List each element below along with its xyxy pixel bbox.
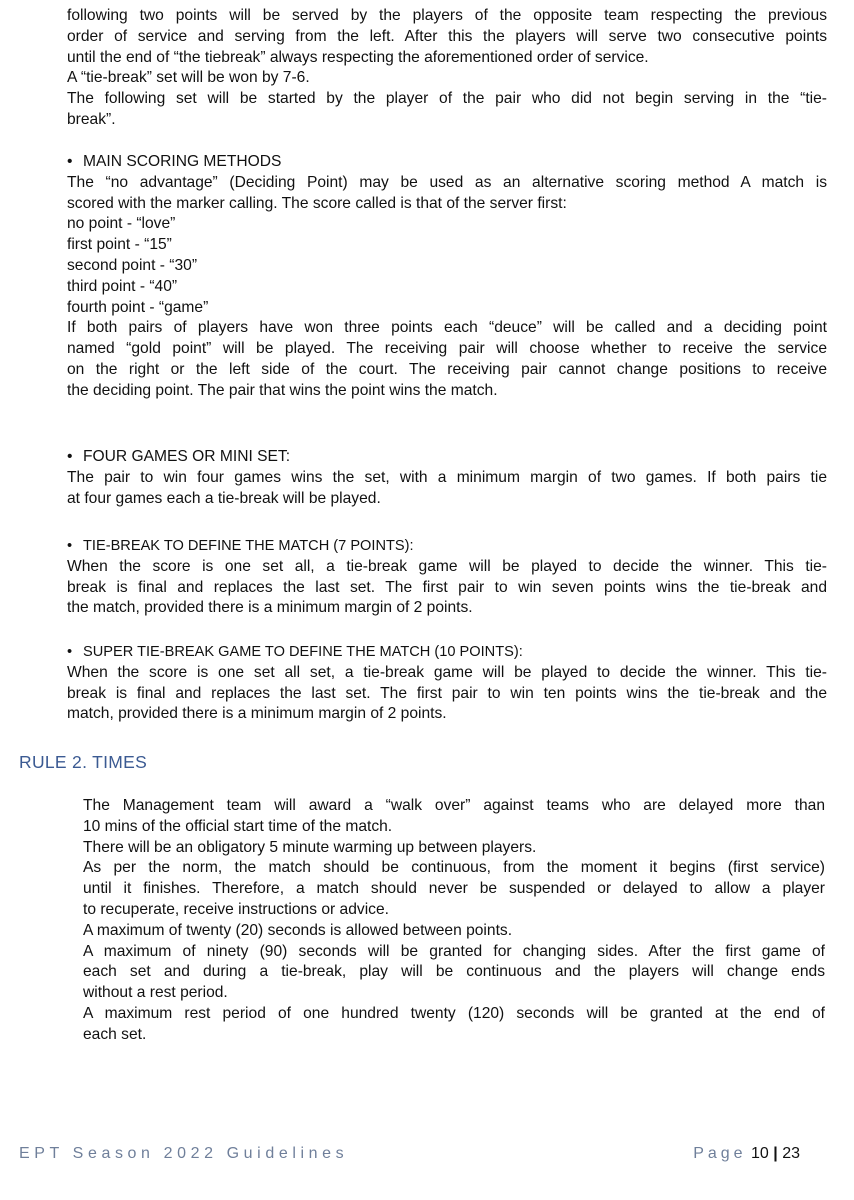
four-games-section bbox=[67, 447, 827, 509]
paragraph-line: until it finishes. Therefore, a match should never be suspended or delayed to allow a player bbox=[83, 880, 825, 898]
tiebreak-7-heading: TIE-BREAK TO DEFINE THE MATCH (7 POINTS): bbox=[83, 538, 414, 554]
tiebreak-7-section bbox=[67, 536, 827, 619]
footer-total-pages: 23 bbox=[782, 1145, 800, 1162]
paragraph-line: order of service and serving from the left. After this the players will serve two consecutive points bbox=[67, 27, 827, 45]
score-call-line: no point - “love” bbox=[67, 215, 176, 233]
section-heading bbox=[67, 152, 827, 173]
tiebreak-continuation-section bbox=[67, 6, 827, 131]
section-heading bbox=[67, 536, 827, 557]
footer-page-indicator bbox=[693, 1143, 800, 1165]
paragraph-line: When the score is one set all set, a tie-break game will be played to decide the winner. This tie- bbox=[67, 663, 827, 681]
paragraph-line: When the score is one set all, a tie-break game will be played to decide the winner. This tie- bbox=[67, 557, 827, 575]
paragraph-line: without a rest period. bbox=[83, 984, 228, 1002]
paragraph-line: each set. bbox=[83, 1025, 147, 1043]
paragraph-line: The “no advantage” (Deciding Point) may be used as an alternative scoring method A match is bbox=[67, 173, 827, 191]
paragraph-line: break”. bbox=[67, 110, 116, 128]
score-call-line: third point - “40” bbox=[67, 277, 178, 295]
paragraph-line: The following set will be started by the player of the pair who did not begin serving in the “tie- bbox=[67, 90, 827, 108]
paragraph-line: scored with the marker calling. The score called is that of the server first: bbox=[67, 194, 567, 212]
super-tiebreak-heading: SUPER TIE-BREAK GAME TO DEFINE THE MATCH (10 POINTS): bbox=[83, 644, 523, 660]
paragraph-line: on the right or the left side of the court. The receiving pair cannot change positions to receive bbox=[67, 360, 827, 378]
section-heading bbox=[67, 642, 827, 663]
paragraph-line: break is final and replaces the last set. The first pair to win ten points wins the tie-break and the bbox=[67, 684, 827, 702]
paragraph-line: the deciding point. The pair that wins the point wins the match. bbox=[67, 381, 498, 399]
section-heading bbox=[67, 447, 827, 468]
score-call-line: second point - “30” bbox=[67, 256, 198, 274]
main-scoring-heading: MAIN SCORING METHODS bbox=[83, 153, 282, 170]
paragraph-line: The Management team will award a “walk over” against teams who are delayed more than bbox=[83, 797, 825, 814]
bullet-icon: • bbox=[67, 644, 73, 660]
rule-2-section bbox=[83, 796, 825, 1046]
paragraph-line: break is final and replaces the last set. The first pair to win seven points wins the tie-break and bbox=[67, 578, 827, 596]
paragraph-line: at four games each a tie-break will be played. bbox=[67, 489, 381, 507]
paragraph-line: If both pairs of players have won three points each “deuce” will be called and a deciding point bbox=[67, 319, 827, 337]
footer-separator: | bbox=[773, 1145, 778, 1162]
paragraph-line: named “gold point” will be played. The receiving pair will choose whether to receive the service bbox=[67, 340, 827, 358]
paragraph-line: A maximum rest period of one hundred twenty (120) seconds will be granted at the end of bbox=[83, 1004, 825, 1022]
four-games-heading: FOUR GAMES OR MINI SET: bbox=[83, 448, 291, 465]
paragraph-line: each set and during a tie-break, play will be continuous and the players will change ends bbox=[83, 963, 825, 981]
bullet-icon: • bbox=[67, 153, 73, 170]
paragraph-line: to recuperate, receive instructions or advice. bbox=[83, 900, 389, 918]
footer-page-number: 10 bbox=[751, 1145, 769, 1162]
paragraph-line: the match, provided there is a minimum margin of 2 points. bbox=[67, 599, 473, 617]
footer-page-word: Page bbox=[693, 1145, 747, 1162]
paragraph-line: The pair to win four games wins the set, with a minimum margin of two games. If both pairs tie bbox=[67, 468, 827, 486]
paragraph-line: until the end of “the tiebreak” always respecting the aforementioned order of service. bbox=[67, 48, 649, 66]
main-scoring-section bbox=[67, 152, 827, 402]
footer-document-title: EPT Season 2022 Guidelines bbox=[19, 1145, 349, 1162]
paragraph-line: A “tie-break” set will be won by 7-6. bbox=[67, 69, 310, 87]
bullet-icon: • bbox=[67, 538, 73, 554]
paragraph-line: As per the norm, the match should be continuous, from the moment it begins (first service) bbox=[83, 859, 825, 877]
paragraph-line: 10 mins of the official start time of the match. bbox=[83, 817, 393, 835]
paragraph-line: match, provided there is a minimum margin of 2 points. bbox=[67, 705, 447, 723]
paragraph-line: following two points will be served by the players of the opposite team respecting the previous bbox=[67, 7, 827, 24]
paragraph-line: There will be an obligatory 5 minute warming up between players. bbox=[83, 838, 537, 856]
score-call-line: first point - “15” bbox=[67, 236, 172, 254]
rule-2-title: RULE 2. TIMES bbox=[19, 752, 148, 772]
super-tiebreak-section bbox=[67, 642, 827, 725]
paragraph-line: A maximum of twenty (20) seconds is allowed between points. bbox=[83, 921, 513, 939]
paragraph-line: A maximum of ninety (90) seconds will be granted for changing sides. After the first game of bbox=[83, 942, 825, 960]
bullet-icon: • bbox=[67, 448, 73, 465]
score-call-line: fourth point - “game” bbox=[67, 298, 209, 316]
